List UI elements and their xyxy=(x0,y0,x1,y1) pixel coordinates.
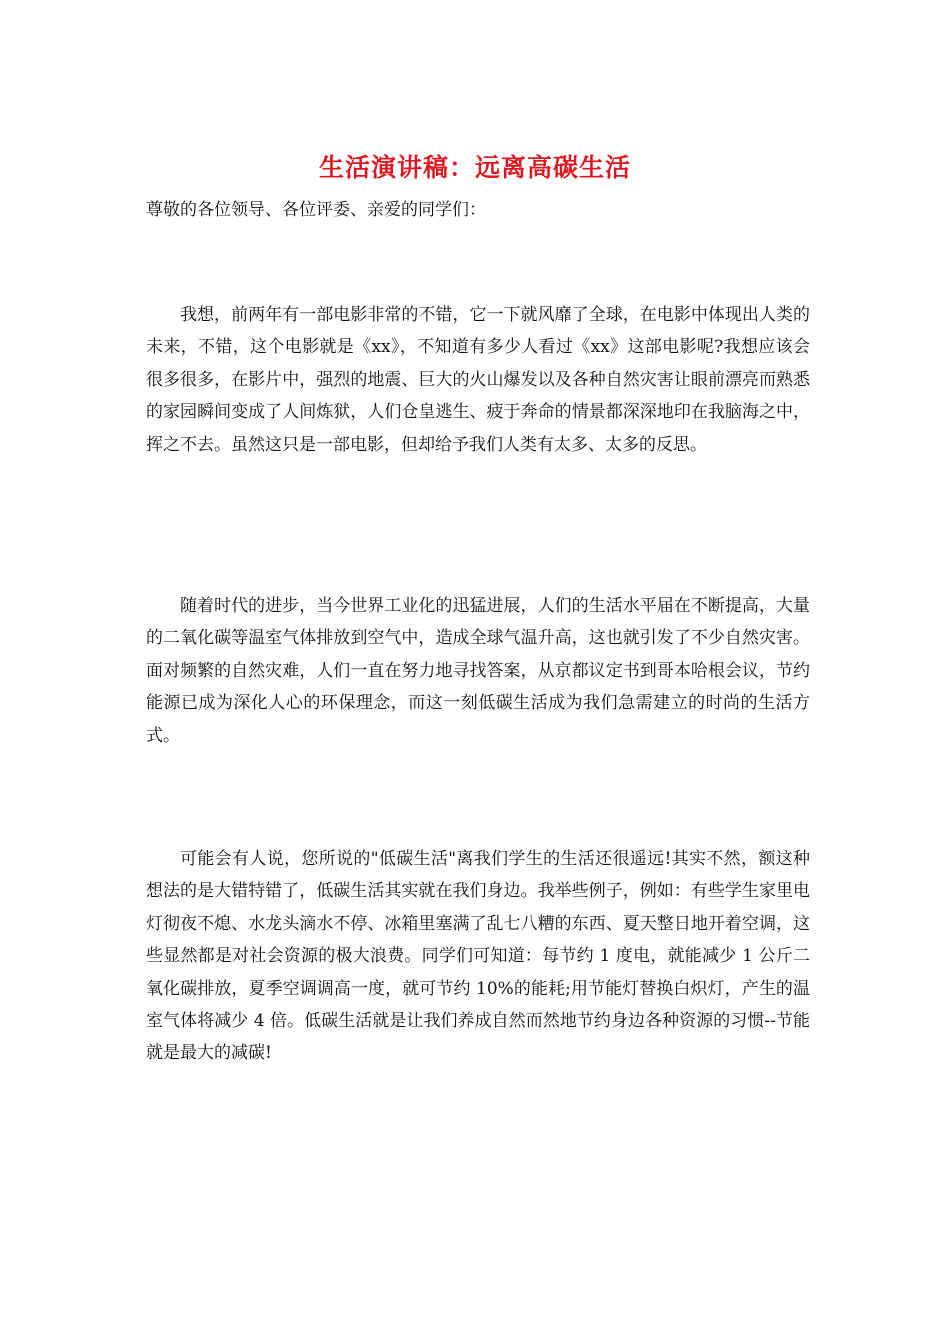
paragraph-1: 我想，前两年有一部电影非常的不错，它一下就风靡了全球，在电影中体现出人类的未来，不错，这个电影就是《xx》，不知道有多少人看过《xx》这部电影呢?我想应该会很多很多，在影片中，强烈的地震、巨大的火山爆发以及各种自然灾害让眼前漂亮而熟悉的家园瞬间变成了人间炼狱，人们仓皇逃生、疲于奔命的情景都深深地印在我脑海之中，挥之不去。虽然这只是一部电影，但却给予我们人类有太多、太多的反思。 xyxy=(146,305,810,455)
paragraph-2: 随着时代的进步，当今世界工业化的迅猛进展，人们的生活水平届在不断提高，大量的二氧化碳等温室气体排放到空气中，造成全球气温升高，这也就引发了不少自然灾害。面对频繁的自然灾难，人们一直在努力地寻找答案，从京都议定书到哥本哈根会议，节约能源已成为深化人心的环保理念，而这一刻低碳生活成为我们急需建立的时尚的生活方式。 xyxy=(146,596,810,746)
paragraph-3: 可能会有人说，您所说的"低碳生活"离我们学生的生活还很遥远!其实不然，额这种想法的是大错特错了，低碳生活其实就在我们身边。我举些例子，例如：有些学生家里电灯彻夜不熄、水龙头滴水不停、冰箱里塞满了乱七八糟的东西、夏天整日地开着空调，这些显然都是对社会资源的极大浪费。同学们可知道：每节约 1 度电，就能减少 1 公斤二氧化碳排放，夏季空调调高一度，就可节约 10%的能耗;用节能灯替换白炽灯，产生的温室气体将减少 4 倍。低碳生活就是让我们养成自然而然地节约身边各种资源的习惯--节能就是最大的减碳! xyxy=(146,849,810,1064)
document-title: 生活演讲稿：远离高碳生活 xyxy=(318,153,631,182)
greeting-line: 尊敬的各位领导、各位评委、亲爱的同学们： xyxy=(146,200,486,220)
